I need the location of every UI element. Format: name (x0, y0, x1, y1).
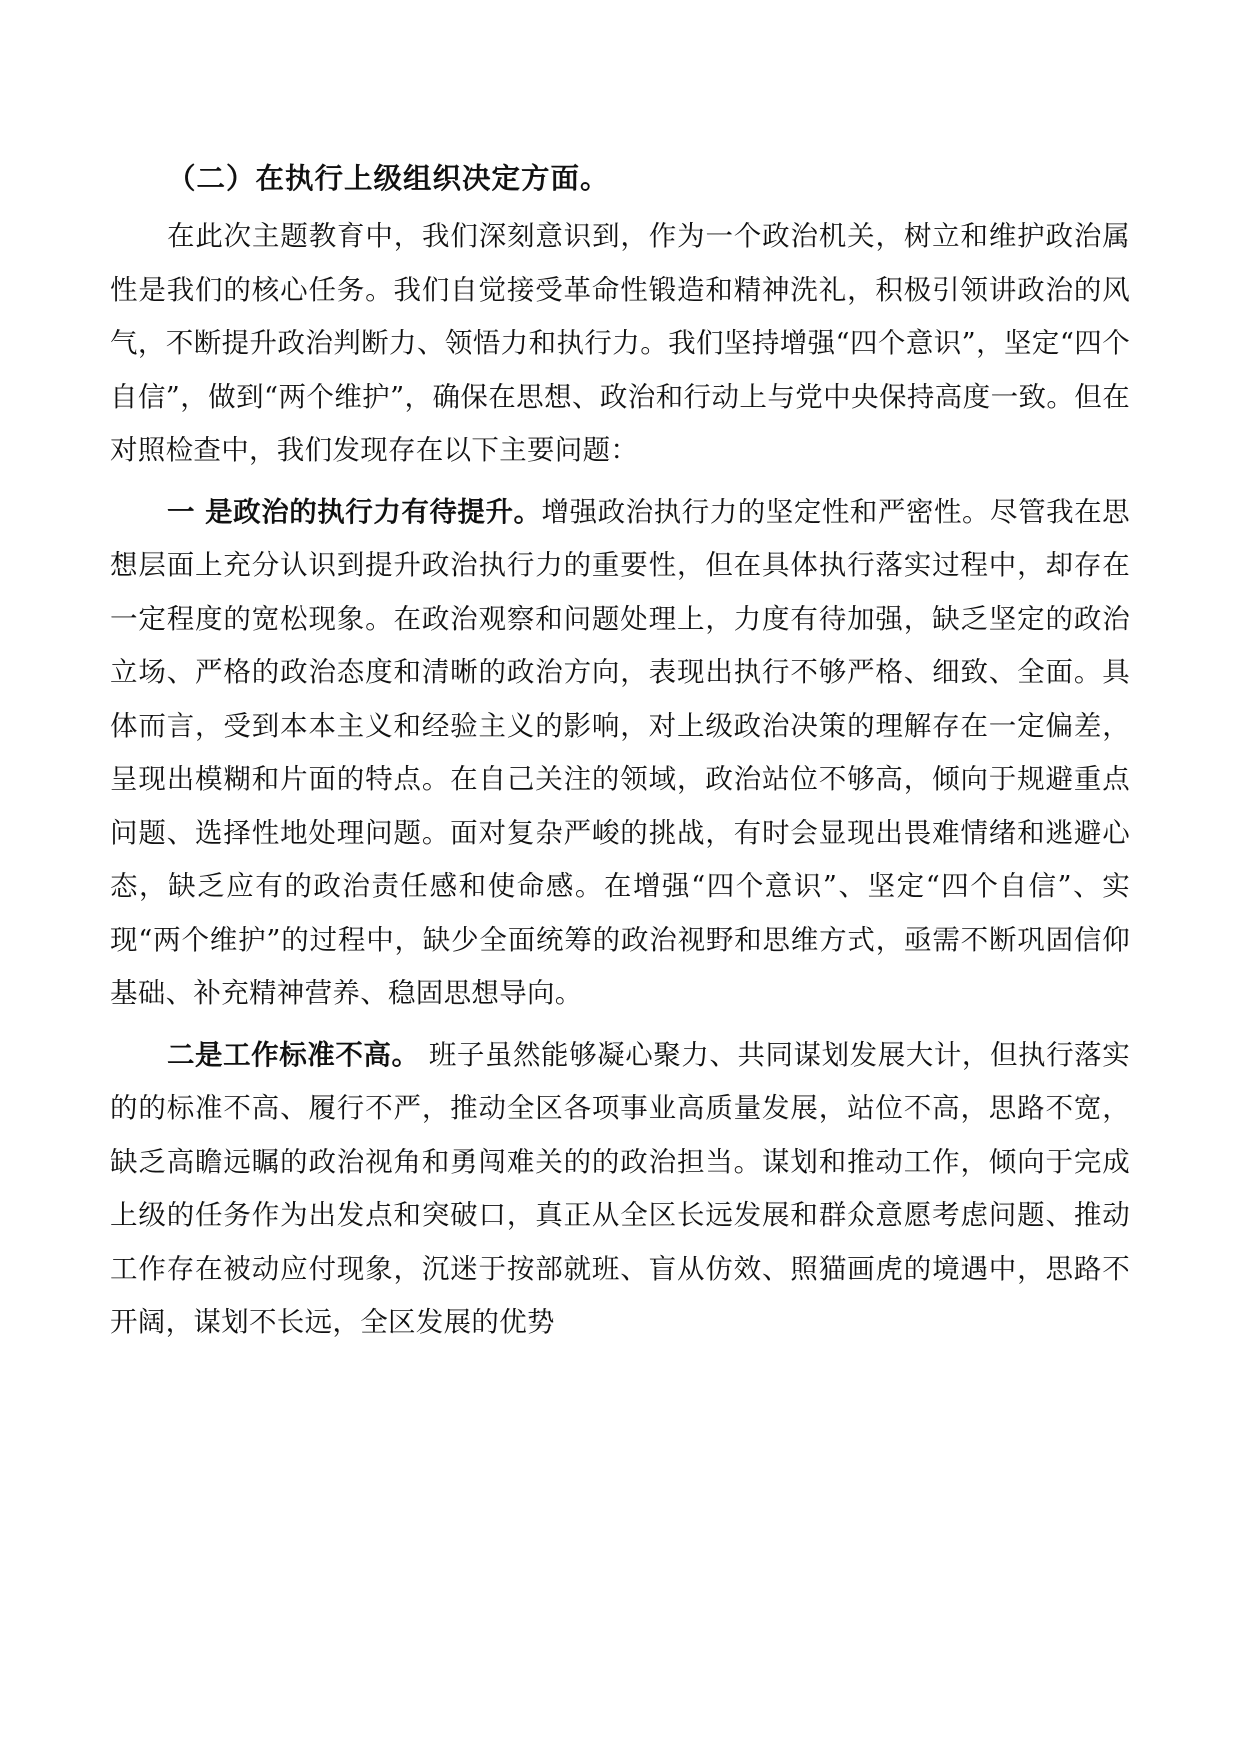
section-heading: （二）在执行上级组织决定方面。 (167, 162, 610, 195)
paragraph-body: 增强政治执行力的坚定性和严密性。尽管我在思想层面上充分认识到提升政治执行力的重要性，但在具体执行落实过程中，却存在一定程度的宽松现象。在政治观察和问题处理上，力度有待加强，缺乏坚定的政治立场、严格的政治态度和清晰的政治方向，表现出执行不够严格、细致、全面。具体而言，受到本本主义和经验主义的影响，对上级政治决策的理解存在一定偏差，呈现出模糊和片面的特点。在自己关注的领域，政治站位不够高，倾向于规避重点问题、选择性地处理问题。面对复杂严峻的挑战，有时会显现出畏难情绪和逃避心态，缺乏应有的政治责任感和使命感。在增强“四个意识”、坚定“四个自信”、实现“两个维护”的过程中，缺少全面统筹的政治视野和思维方式，亟需不断巩固信仰基础、补充精神营养、稳固思想导向。 (110, 495, 1130, 1009)
paragraph-issue-one (110, 486, 1130, 1021)
paragraph-body: 在此次主题教育中，我们深刻意识到，作为一个政治机关，树立和维护政治属性是我们的核心任务。我们自觉接受革命性锻造和精神洗礼，积极引领讲政治的风气，不断提升政治判断力、领悟力和执行力。我们坚持增强“四个意识”，坚定“四个自信”，做到“两个维护”，确保在思想、政治和行动上与党中央保持高度一致。但在对照检查中，我们发现存在以下主要问题： (110, 220, 1130, 466)
document-page (110, 150, 1130, 1350)
paragraph-lead: 一 是政治的执行力有待提升。 (167, 495, 542, 528)
paragraph-intro (110, 210, 1130, 478)
paragraph-body: 班子虽然能够凝心聚力、共同谋划发展大计，但执行落实的的标准不高、履行不严，推动全区各项事业高质量发展，站位不高，思路不宽，缺乏高瞻远瞩的政治视角和勇闯难关的的政治担当。谋划和推动工作，倾向于完成上级的任务作为出发点和突破口，真正从全区长远发展和群众意愿考虑问题、推动工作存在被动应付现象，沉迷于按部就班、盲从仿效、照猫画虎的境遇中，思路不开阔，谋划不长远，全区发展的优势 (110, 1038, 1130, 1338)
paragraph-lead: 二是工作标准不高。 (167, 1038, 420, 1071)
paragraph-issue-two (110, 1029, 1130, 1350)
